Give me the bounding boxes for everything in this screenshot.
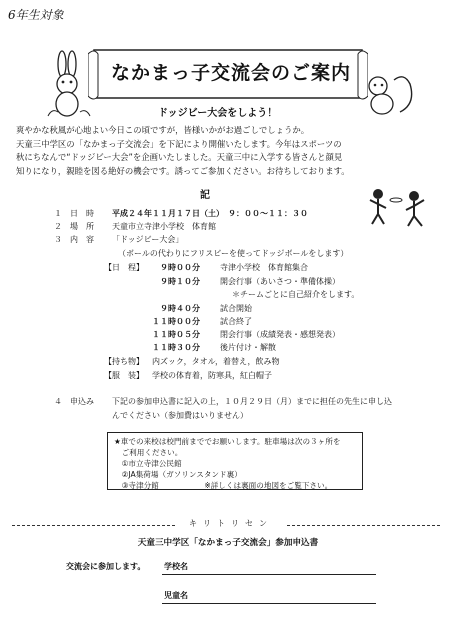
- item-1-label: 日 時: [70, 209, 94, 218]
- corner-handwritten-note: 6年生対象: [8, 8, 64, 22]
- child-name-line[interactable]: [162, 603, 376, 604]
- parking-line: ★車での来校は校門前まででお願いします。駐車場は次の３ヶ所を: [114, 437, 341, 446]
- schedule-desc: 閉会行事（成績発表・感想発表）: [220, 330, 340, 339]
- belongings-value: 内ズック，タオル，着替え，飲み物: [152, 357, 280, 366]
- schedule-desc: 試合終了: [220, 317, 252, 326]
- item-1-value: 平成２４年１１月１７日（土） ９：００～１１：３０: [112, 209, 308, 218]
- intro-line: 知りになり，親睦を図る絶好の機会です。誘ってご参加ください。お待ちしております。: [16, 165, 350, 176]
- page-title: なかまっ子交流会のご案内: [110, 62, 351, 84]
- schedule-time: ９時００分: [160, 263, 200, 272]
- item-2-value: 天童市立寺津小学校 体育館: [112, 222, 216, 231]
- intro-line: 爽やかな秋風が心地よい今日この頃ですが，皆様いかがお過ごしでしょうか。: [16, 125, 310, 135]
- clothing-label: 【服 装】: [104, 371, 144, 380]
- form-school-label: 学校名: [164, 562, 188, 571]
- content-note: （ボールの代わりにフリスビーを使ってドッジボールをします）: [118, 249, 349, 258]
- parking-line: ②JA集荷場（ガソリンスタンド裏）: [114, 470, 242, 479]
- schedule-desc: 後片付け・解散: [220, 343, 276, 352]
- kids-playing-illustration-icon: [366, 186, 432, 230]
- cut-line: [12, 518, 440, 532]
- apply-text-line: 下記の参加申込書に記入の上，１０月２９日（月）までに担任の先生に申し込: [112, 397, 392, 406]
- belongings-label: 【持ち物】: [104, 357, 144, 366]
- item-4-label: 申込み: [70, 397, 94, 406]
- intro-paragraph: [16, 124, 444, 178]
- parking-line: ③寺津分館 ※詳しくは裏面の地図をご覧下さい。: [114, 481, 333, 490]
- item-3-value: 「ドッジビー大会」: [112, 235, 184, 244]
- form-attend-label: 交流会に参加します。: [66, 562, 146, 571]
- form-child-label: 児童名: [164, 591, 188, 600]
- form-title: 天童三中学区「なかまっ子交流会」参加申込書: [137, 538, 319, 548]
- schedule-time: １１時００分: [152, 317, 200, 326]
- squirrel-illustration-icon: [360, 64, 416, 116]
- schedule-desc: ＊チームごとに自己紹介をします。: [232, 290, 360, 299]
- cut-line-label: キリトリセン: [176, 518, 286, 529]
- item-4-num: ４: [54, 397, 62, 406]
- schedule-desc: 試合開始: [220, 304, 252, 313]
- item-3-num: ３: [54, 235, 62, 244]
- schedule-time: ９時１０分: [160, 277, 200, 286]
- schedule-time: １１時０５分: [152, 330, 200, 339]
- parking-notice-box: [107, 432, 363, 490]
- schedule-desc: 開会行事（あいさつ・準備体操）: [220, 277, 340, 286]
- schedule-time: ９時４０分: [160, 304, 200, 313]
- item-1-num: １: [54, 209, 62, 218]
- intro-line: 秋にちなんで“ドッジビー大会”を企画いたしました。天童三中に入学する皆さんと顔見: [16, 152, 343, 162]
- apply-text-line: んでください（参加費はいりません）: [112, 411, 248, 420]
- school-name-line[interactable]: [162, 574, 376, 575]
- item-3-label: 内 容: [70, 235, 94, 244]
- parking-line: ①市立寺津公民館: [114, 459, 182, 468]
- ki-heading: 記: [200, 190, 210, 201]
- schedule-desc: 寺津小学校 体育館集合: [220, 263, 308, 272]
- item-2-num: ２: [54, 222, 62, 231]
- intro-line: 天童三中学区の「なかまっ子交流会」を下記により開催いたします。今年はスポーツの: [16, 138, 342, 149]
- clothing-value: 学校の体育着，防寒具，紅白帽子: [152, 371, 272, 380]
- subtitle: ドッジビー大会をしよう！: [158, 108, 278, 119]
- schedule-label: 【日 程】: [104, 263, 144, 272]
- item-2-label: 場 所: [70, 222, 94, 231]
- parking-line: ご利用ください。: [114, 448, 183, 457]
- schedule-time: １１時３０分: [152, 343, 200, 352]
